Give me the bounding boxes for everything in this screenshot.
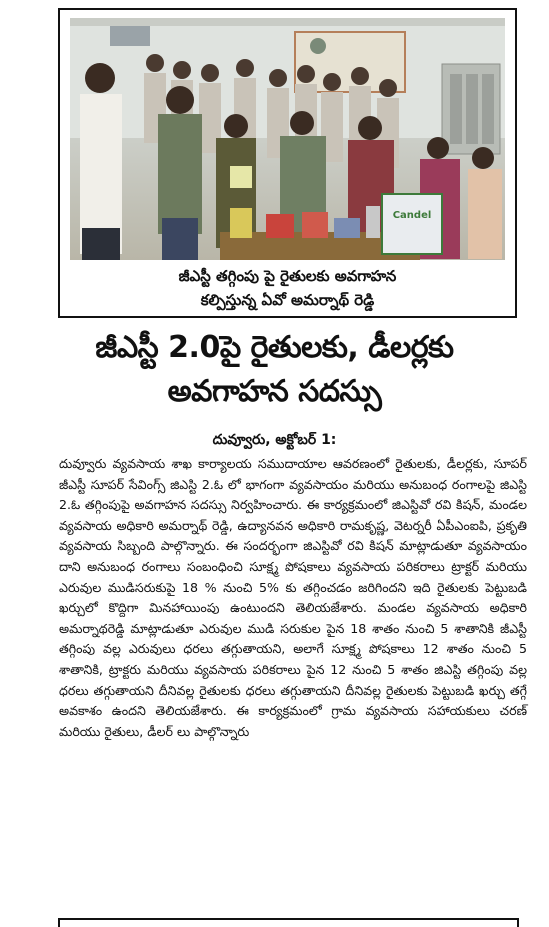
photo-frame [58, 8, 517, 318]
headline [0, 326, 549, 414]
headline-line-1: జీఎస్టీ 2.0పై రైతులకు, డీలర్లకు [95, 330, 454, 365]
article-paragraph: దువ్వూరు వ్యవసాయ శాఖ కార్యాలయ సముదాయాల ఆవరణంలో రైతులకు, డీలర్లకు, సూపర్ జీఎస్టీ సూపర్ సేవింగ్స్ జిఎస్టి 2.ఓ లో భాగంగా వ్యవసాయం మరియు అనుబంధ రంగాలపై జిఎస్టి 2.ఓ తగ్గింపుపై అవగాహన సదస్సు నిర్వహించారు. ఈ కార్యక్రమంలో జిఎస్టివో రవి కిషన్, మండల వ్యవసాయ అధికారి అమర్నాథ్ రెడ్డి, ఉద్యానవన అధికారి రామకృష్ణ, వెటర్నరీ ఏపీఎంఐపి, ప్రకృతి వ్యవసాయ సిబ్బంది పాల్గొన్నారు. ఈ సందర్భంగా జిఎస్టివో రవి కిషన్ మాట్లాడుతూ వ్యవసాయం దాని అనుబంధ రంగాలు సంబంధించి సూక్ష్మ పోషకాలు వ్యవసాయ పరికరాలు ట్రాక్టర్ మరియు ఎరువుల ముడిసరుకుపై 18 % నుంచి 5% కు తగ్గించడం జరిగిందని ఇది రైతులకు పెట్టుబడి ఖర్చులో కొద్దిగా మినహాయింపు ఉంటుందని తెలియజేశారు. మండల వ్యవసాయ అధికారి అమర్నాథరెడ్డి మాట్లాడుతూ ఎరువుల ముడి సరుకుల పైన 18 శాతం నుంచి 5 శాతానికి జీఎస్టీ తగ్గింపు వల్ల ఎరువులు ధరలు తగ్గుతాయని, అలాగే సూక్ష్మ పోషకాలు 12 శాతం నుంచి 5 శాతానికి, ట్రాక్టరు మరియు వ్యవసాయ పరికరాలు పైన 12 నుంచి 5 శాతం జిఎస్టి తగ్గింపు వల్ల ధరలు తగ్గుతాయని దీనివల్ల రైతులకు ధరలు తగ్గుతాయని దీనివల్ల రైతులకు పెట్టుబడి ఖర్చు తగ్గే అవకాశం ఉందని తెలియజేశారు. ఈ కార్యక్రమంలో గ్రామ వ్యవసాయ సహాయకులు చరణ్ మరియు రైతులు, డీలర్ లు పాల్గొన్నారు [59, 456, 527, 739]
dateline: దువ్వూరు, అక్టోబర్ 1: [212, 432, 337, 448]
photo-caption [60, 264, 515, 312]
headline-line-2: అవగాహన సదస్సు [167, 374, 382, 409]
caption-line-2: కల్పిస్తున్న ఏవో అమర్నాథ్ రెడ్డి [200, 291, 375, 309]
news-photo [70, 18, 505, 260]
product-bag-label: Candel [392, 210, 432, 221]
caption-line-1: జీఎస్టీ తగ్గింపు పై రైతులకు అవగాహన [178, 267, 397, 285]
next-article-border [58, 918, 519, 927]
article-body [59, 454, 527, 742]
group-photo-illustration [70, 18, 505, 260]
